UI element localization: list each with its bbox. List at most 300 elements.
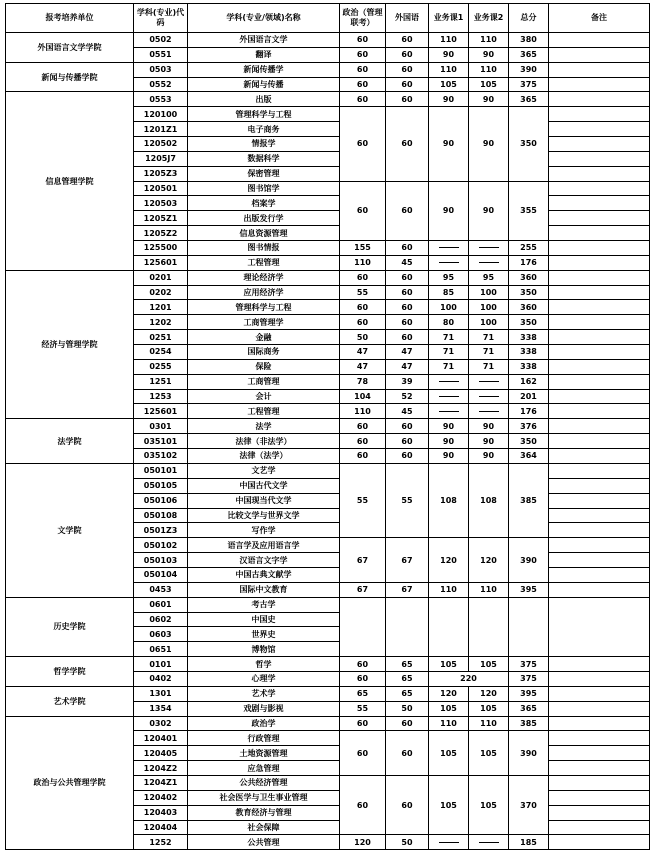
score-course1: 100 bbox=[429, 300, 469, 315]
program-code: 1205J7 bbox=[134, 151, 188, 166]
unit-name: 艺术学院 bbox=[6, 686, 134, 716]
remark-cell bbox=[549, 330, 650, 345]
score-total: 338 bbox=[509, 345, 549, 360]
score-politics: 60 bbox=[340, 270, 386, 285]
score-total: 338 bbox=[509, 359, 549, 374]
score-politics: 47 bbox=[340, 359, 386, 374]
score-politics: 110 bbox=[340, 255, 386, 270]
remark-cell bbox=[549, 62, 650, 77]
unit-name: 哲学学院 bbox=[6, 657, 134, 687]
remark-cell bbox=[549, 419, 650, 434]
program-code: 1204Z1 bbox=[134, 775, 188, 790]
score-politics: 60 bbox=[340, 92, 386, 107]
score-course1: 110 bbox=[429, 716, 469, 731]
score-course2 bbox=[469, 241, 509, 256]
remark-cell bbox=[549, 122, 650, 137]
score-course2 bbox=[469, 255, 509, 270]
score-course2: 120 bbox=[469, 686, 509, 701]
program-code: 0551 bbox=[134, 47, 188, 62]
score-foreign: 47 bbox=[386, 345, 429, 360]
remark-cell bbox=[549, 196, 650, 211]
program-name: 法律（非法学） bbox=[188, 434, 340, 449]
score-politics: 60 bbox=[340, 434, 386, 449]
program-name: 国际中文教育 bbox=[188, 582, 340, 597]
score-foreign: 60 bbox=[386, 270, 429, 285]
score-politics: 47 bbox=[340, 345, 386, 360]
score-foreign: 60 bbox=[386, 419, 429, 434]
program-code: 0302 bbox=[134, 716, 188, 731]
remark-cell bbox=[549, 47, 650, 62]
score-politics: 78 bbox=[340, 374, 386, 389]
score-total bbox=[509, 597, 549, 656]
header-unit: 报考培养单位 bbox=[6, 4, 134, 33]
score-total: 360 bbox=[509, 270, 549, 285]
remark-cell bbox=[549, 761, 650, 776]
program-code: 1205Z3 bbox=[134, 166, 188, 181]
score-foreign: 67 bbox=[386, 538, 429, 583]
remark-cell bbox=[549, 701, 650, 716]
score-total: 338 bbox=[509, 330, 549, 345]
remark-cell bbox=[549, 449, 650, 464]
program-name: 保密管理 bbox=[188, 166, 340, 181]
program-name: 政治学 bbox=[188, 716, 340, 731]
remark-cell bbox=[549, 315, 650, 330]
program-name: 教育经济与管理 bbox=[188, 805, 340, 820]
program-code: 120401 bbox=[134, 731, 188, 746]
score-foreign: 60 bbox=[386, 775, 429, 834]
table-row bbox=[6, 686, 650, 701]
dash-mark bbox=[479, 396, 499, 397]
score-politics: 60 bbox=[340, 775, 386, 834]
score-total: 350 bbox=[509, 107, 549, 181]
header-remarks: 备注 bbox=[549, 4, 650, 33]
program-code: 050104 bbox=[134, 567, 188, 582]
program-name: 新闻传播学 bbox=[188, 62, 340, 77]
remark-cell bbox=[549, 92, 650, 107]
program-code: 0553 bbox=[134, 92, 188, 107]
program-code: 120501 bbox=[134, 181, 188, 196]
program-code: 0201 bbox=[134, 270, 188, 285]
header-foreign: 外国语 bbox=[386, 4, 429, 33]
program-code: 120100 bbox=[134, 107, 188, 122]
remark-cell bbox=[549, 255, 650, 270]
score-politics: 60 bbox=[340, 181, 386, 240]
score-course2: 90 bbox=[469, 92, 509, 107]
program-name: 法律（法学） bbox=[188, 449, 340, 464]
score-politics: 55 bbox=[340, 701, 386, 716]
dash-mark bbox=[479, 262, 499, 263]
program-code: 120405 bbox=[134, 746, 188, 761]
program-name: 出版 bbox=[188, 92, 340, 107]
score-course2: 105 bbox=[469, 775, 509, 834]
score-course1: 90 bbox=[429, 434, 469, 449]
program-name: 中国史 bbox=[188, 612, 340, 627]
dash-mark bbox=[439, 396, 459, 397]
score-total: 375 bbox=[509, 657, 549, 672]
remark-cell bbox=[549, 686, 650, 701]
score-total: 365 bbox=[509, 701, 549, 716]
score-total: 365 bbox=[509, 92, 549, 107]
score-politics: 60 bbox=[340, 315, 386, 330]
score-foreign: 60 bbox=[386, 449, 429, 464]
table-row bbox=[6, 716, 650, 731]
score-foreign: 60 bbox=[386, 77, 429, 92]
score-course1: 80 bbox=[429, 315, 469, 330]
score-foreign: 65 bbox=[386, 686, 429, 701]
dash-mark bbox=[439, 411, 459, 412]
remark-cell bbox=[549, 166, 650, 181]
table-body bbox=[6, 33, 650, 850]
remark-cell bbox=[549, 582, 650, 597]
score-course1 bbox=[429, 389, 469, 404]
program-code: 0453 bbox=[134, 582, 188, 597]
score-course2: 105 bbox=[469, 77, 509, 92]
score-politics: 60 bbox=[340, 449, 386, 464]
program-code: 0254 bbox=[134, 345, 188, 360]
remark-cell bbox=[549, 181, 650, 196]
program-code: 050102 bbox=[134, 538, 188, 553]
program-code: 120503 bbox=[134, 196, 188, 211]
program-name: 世界史 bbox=[188, 627, 340, 642]
program-code: 1202 bbox=[134, 315, 188, 330]
program-name: 哲学 bbox=[188, 657, 340, 672]
score-course1 bbox=[429, 241, 469, 256]
score-foreign: 60 bbox=[386, 33, 429, 48]
score-total: 370 bbox=[509, 775, 549, 834]
unit-name: 外国语言文学学院 bbox=[6, 33, 134, 63]
program-code: 0651 bbox=[134, 642, 188, 657]
score-politics: 60 bbox=[340, 107, 386, 181]
program-code: 120403 bbox=[134, 805, 188, 820]
score-foreign: 60 bbox=[386, 330, 429, 345]
program-code: 1204Z2 bbox=[134, 761, 188, 776]
program-code: 1301 bbox=[134, 686, 188, 701]
program-code: 0601 bbox=[134, 597, 188, 612]
dash-mark bbox=[479, 381, 499, 382]
dash-mark bbox=[479, 411, 499, 412]
score-course1: 105 bbox=[429, 77, 469, 92]
program-code: 035102 bbox=[134, 449, 188, 464]
score-course2: 71 bbox=[469, 345, 509, 360]
remark-cell bbox=[549, 404, 650, 419]
program-name: 艺术学 bbox=[188, 686, 340, 701]
program-name: 情报学 bbox=[188, 137, 340, 152]
score-course1: 90 bbox=[429, 419, 469, 434]
header-course1: 业务课1 bbox=[429, 4, 469, 33]
score-politics: 60 bbox=[340, 33, 386, 48]
score-course1: 105 bbox=[429, 731, 469, 776]
dash-mark bbox=[439, 247, 459, 248]
score-course2 bbox=[469, 404, 509, 419]
remark-cell bbox=[549, 478, 650, 493]
score-total: 390 bbox=[509, 538, 549, 583]
program-name: 社会保障 bbox=[188, 820, 340, 835]
score-politics: 60 bbox=[340, 62, 386, 77]
score-total: 185 bbox=[509, 835, 549, 850]
score-total: 255 bbox=[509, 241, 549, 256]
score-total: 395 bbox=[509, 686, 549, 701]
remark-cell bbox=[549, 359, 650, 374]
program-name: 语言学及应用语言学 bbox=[188, 538, 340, 553]
score-foreign: 52 bbox=[386, 389, 429, 404]
score-total: 385 bbox=[509, 716, 549, 731]
score-politics: 55 bbox=[340, 285, 386, 300]
program-name: 应急管理 bbox=[188, 761, 340, 776]
score-politics bbox=[340, 597, 386, 656]
remark-cell bbox=[549, 463, 650, 478]
header-course2: 业务课2 bbox=[469, 4, 509, 33]
score-foreign: 60 bbox=[386, 62, 429, 77]
score-course2: 105 bbox=[469, 657, 509, 672]
program-code: 1251 bbox=[134, 374, 188, 389]
unit-name: 信息管理学院 bbox=[6, 92, 134, 270]
admission-score-table bbox=[5, 3, 650, 850]
remark-cell bbox=[549, 285, 650, 300]
remark-cell bbox=[549, 345, 650, 360]
program-code: 1252 bbox=[134, 835, 188, 850]
score-foreign: 67 bbox=[386, 582, 429, 597]
program-code: 120402 bbox=[134, 790, 188, 805]
table-row bbox=[6, 92, 650, 107]
score-course1 bbox=[429, 835, 469, 850]
program-name: 工商管理 bbox=[188, 374, 340, 389]
program-code: 0552 bbox=[134, 77, 188, 92]
unit-name: 政治与公共管理学院 bbox=[6, 716, 134, 850]
score-foreign: 55 bbox=[386, 463, 429, 537]
program-code: 0101 bbox=[134, 657, 188, 672]
unit-name: 文学院 bbox=[6, 463, 134, 597]
remark-cell bbox=[549, 77, 650, 92]
program-code: 050106 bbox=[134, 493, 188, 508]
program-name: 会计 bbox=[188, 389, 340, 404]
score-politics: 67 bbox=[340, 538, 386, 583]
remark-cell bbox=[549, 567, 650, 582]
program-code: 1205Z1 bbox=[134, 211, 188, 226]
score-total: 375 bbox=[509, 671, 549, 686]
score-foreign: 65 bbox=[386, 671, 429, 686]
score-course2: 110 bbox=[469, 62, 509, 77]
score-foreign: 60 bbox=[386, 315, 429, 330]
unit-name: 历史学院 bbox=[6, 597, 134, 656]
table-row bbox=[6, 62, 650, 77]
remark-cell bbox=[549, 597, 650, 656]
remark-cell bbox=[549, 716, 650, 731]
score-politics: 60 bbox=[340, 300, 386, 315]
score-politics: 110 bbox=[340, 404, 386, 419]
remark-cell bbox=[549, 493, 650, 508]
program-name: 外国语言文学 bbox=[188, 33, 340, 48]
program-name: 应用经济学 bbox=[188, 285, 340, 300]
score-course1: 90 bbox=[429, 107, 469, 181]
score-course2: 105 bbox=[469, 731, 509, 776]
program-name: 国际商务 bbox=[188, 345, 340, 360]
dash-mark bbox=[479, 247, 499, 248]
dash-mark bbox=[439, 842, 459, 843]
program-code: 0402 bbox=[134, 671, 188, 686]
remark-cell bbox=[549, 538, 650, 553]
score-foreign: 60 bbox=[386, 300, 429, 315]
score-politics: 60 bbox=[340, 419, 386, 434]
remark-cell bbox=[549, 775, 650, 790]
program-code: 050103 bbox=[134, 553, 188, 568]
score-foreign: 60 bbox=[386, 716, 429, 731]
remark-cell bbox=[549, 137, 650, 152]
table-row bbox=[6, 33, 650, 48]
header-politics: 政治（管理联考） bbox=[340, 4, 386, 33]
program-name: 工程管理 bbox=[188, 255, 340, 270]
score-course2: 120 bbox=[469, 538, 509, 583]
program-code: 120502 bbox=[134, 137, 188, 152]
remark-cell bbox=[549, 107, 650, 122]
score-foreign: 45 bbox=[386, 255, 429, 270]
score-course1: 90 bbox=[429, 449, 469, 464]
score-foreign: 45 bbox=[386, 404, 429, 419]
score-total: 350 bbox=[509, 285, 549, 300]
score-course1 bbox=[429, 404, 469, 419]
remark-cell bbox=[549, 657, 650, 672]
score-course1 bbox=[429, 597, 469, 656]
score-course1: 90 bbox=[429, 47, 469, 62]
program-name: 数据科学 bbox=[188, 151, 340, 166]
remark-cell bbox=[549, 820, 650, 835]
score-course2: 100 bbox=[469, 315, 509, 330]
program-name: 金融 bbox=[188, 330, 340, 345]
score-total: 176 bbox=[509, 404, 549, 419]
table-row bbox=[6, 597, 650, 612]
program-code: 0502 bbox=[134, 33, 188, 48]
table-row bbox=[6, 463, 650, 478]
score-course2: 108 bbox=[469, 463, 509, 537]
table-row bbox=[6, 419, 650, 434]
program-name: 工程管理 bbox=[188, 404, 340, 419]
score-total: 375 bbox=[509, 77, 549, 92]
program-name: 心理学 bbox=[188, 671, 340, 686]
score-politics: 67 bbox=[340, 582, 386, 597]
score-politics: 65 bbox=[340, 686, 386, 701]
remark-cell bbox=[549, 434, 650, 449]
score-course1: 110 bbox=[429, 582, 469, 597]
score-politics: 155 bbox=[340, 241, 386, 256]
score-total: 350 bbox=[509, 434, 549, 449]
score-total: 176 bbox=[509, 255, 549, 270]
program-name: 公共经济管理 bbox=[188, 775, 340, 790]
score-course1: 120 bbox=[429, 538, 469, 583]
remark-cell bbox=[549, 671, 650, 686]
program-name: 考古学 bbox=[188, 597, 340, 612]
score-politics: 60 bbox=[340, 657, 386, 672]
score-course1 bbox=[429, 374, 469, 389]
program-name: 中国古典文献学 bbox=[188, 567, 340, 582]
header-row bbox=[6, 4, 650, 33]
program-name: 中国现当代文学 bbox=[188, 493, 340, 508]
program-name: 管理科学与工程 bbox=[188, 300, 340, 315]
remark-cell bbox=[549, 211, 650, 226]
score-total: 201 bbox=[509, 389, 549, 404]
score-politics: 60 bbox=[340, 731, 386, 776]
score-foreign: 50 bbox=[386, 835, 429, 850]
score-foreign: 60 bbox=[386, 241, 429, 256]
score-course1: 71 bbox=[429, 330, 469, 345]
program-name: 戏剧与影视 bbox=[188, 701, 340, 716]
remark-cell bbox=[549, 241, 650, 256]
remark-cell bbox=[549, 835, 650, 850]
program-code: 0301 bbox=[134, 419, 188, 434]
program-name: 博物馆 bbox=[188, 642, 340, 657]
score-foreign: 60 bbox=[386, 181, 429, 240]
remark-cell bbox=[549, 731, 650, 746]
program-code: 0202 bbox=[134, 285, 188, 300]
program-name: 行政管理 bbox=[188, 731, 340, 746]
score-total: 376 bbox=[509, 419, 549, 434]
program-name: 图书情报 bbox=[188, 241, 340, 256]
score-course1: 120 bbox=[429, 686, 469, 701]
header-total: 总分 bbox=[509, 4, 549, 33]
program-name: 档案学 bbox=[188, 196, 340, 211]
score-course1: 71 bbox=[429, 359, 469, 374]
score-course2: 105 bbox=[469, 701, 509, 716]
program-code: 050108 bbox=[134, 508, 188, 523]
score-total: 385 bbox=[509, 463, 549, 537]
remark-cell bbox=[549, 270, 650, 285]
program-code: 125500 bbox=[134, 241, 188, 256]
score-course1 bbox=[429, 255, 469, 270]
score-politics: 60 bbox=[340, 47, 386, 62]
program-name: 翻译 bbox=[188, 47, 340, 62]
program-name: 汉语言文字学 bbox=[188, 553, 340, 568]
program-name: 电子商务 bbox=[188, 122, 340, 137]
score-course2: 100 bbox=[469, 285, 509, 300]
program-name: 图书馆学 bbox=[188, 181, 340, 196]
program-code: 050105 bbox=[134, 478, 188, 493]
score-course2: 71 bbox=[469, 359, 509, 374]
program-code: 0255 bbox=[134, 359, 188, 374]
program-code: 1205Z2 bbox=[134, 226, 188, 241]
program-name: 理论经济学 bbox=[188, 270, 340, 285]
remark-cell bbox=[549, 226, 650, 241]
program-name: 比较文学与世界文学 bbox=[188, 508, 340, 523]
program-code: 0603 bbox=[134, 627, 188, 642]
score-total: 360 bbox=[509, 300, 549, 315]
program-code: 0501Z3 bbox=[134, 523, 188, 538]
score-foreign: 60 bbox=[386, 107, 429, 181]
score-course2: 110 bbox=[469, 582, 509, 597]
program-name: 公共管理 bbox=[188, 835, 340, 850]
score-foreign: 60 bbox=[386, 285, 429, 300]
program-code: 050101 bbox=[134, 463, 188, 478]
score-course1: 90 bbox=[429, 92, 469, 107]
program-name: 管理科学与工程 bbox=[188, 107, 340, 122]
remark-cell bbox=[549, 33, 650, 48]
program-code: 125601 bbox=[134, 255, 188, 270]
score-total: 364 bbox=[509, 449, 549, 464]
program-name: 写作学 bbox=[188, 523, 340, 538]
program-name: 工商管理学 bbox=[188, 315, 340, 330]
score-course1: 85 bbox=[429, 285, 469, 300]
program-name: 土地资源管理 bbox=[188, 746, 340, 761]
table-row bbox=[6, 657, 650, 672]
score-course1: 71 bbox=[429, 345, 469, 360]
score-course2: 90 bbox=[469, 181, 509, 240]
program-name: 保险 bbox=[188, 359, 340, 374]
program-code: 1201Z1 bbox=[134, 122, 188, 137]
remark-cell bbox=[549, 805, 650, 820]
score-course1: 110 bbox=[429, 62, 469, 77]
program-name: 新闻与传播 bbox=[188, 77, 340, 92]
program-code: 0503 bbox=[134, 62, 188, 77]
score-politics: 120 bbox=[340, 835, 386, 850]
program-name: 信息资源管理 bbox=[188, 226, 340, 241]
program-code: 035101 bbox=[134, 434, 188, 449]
